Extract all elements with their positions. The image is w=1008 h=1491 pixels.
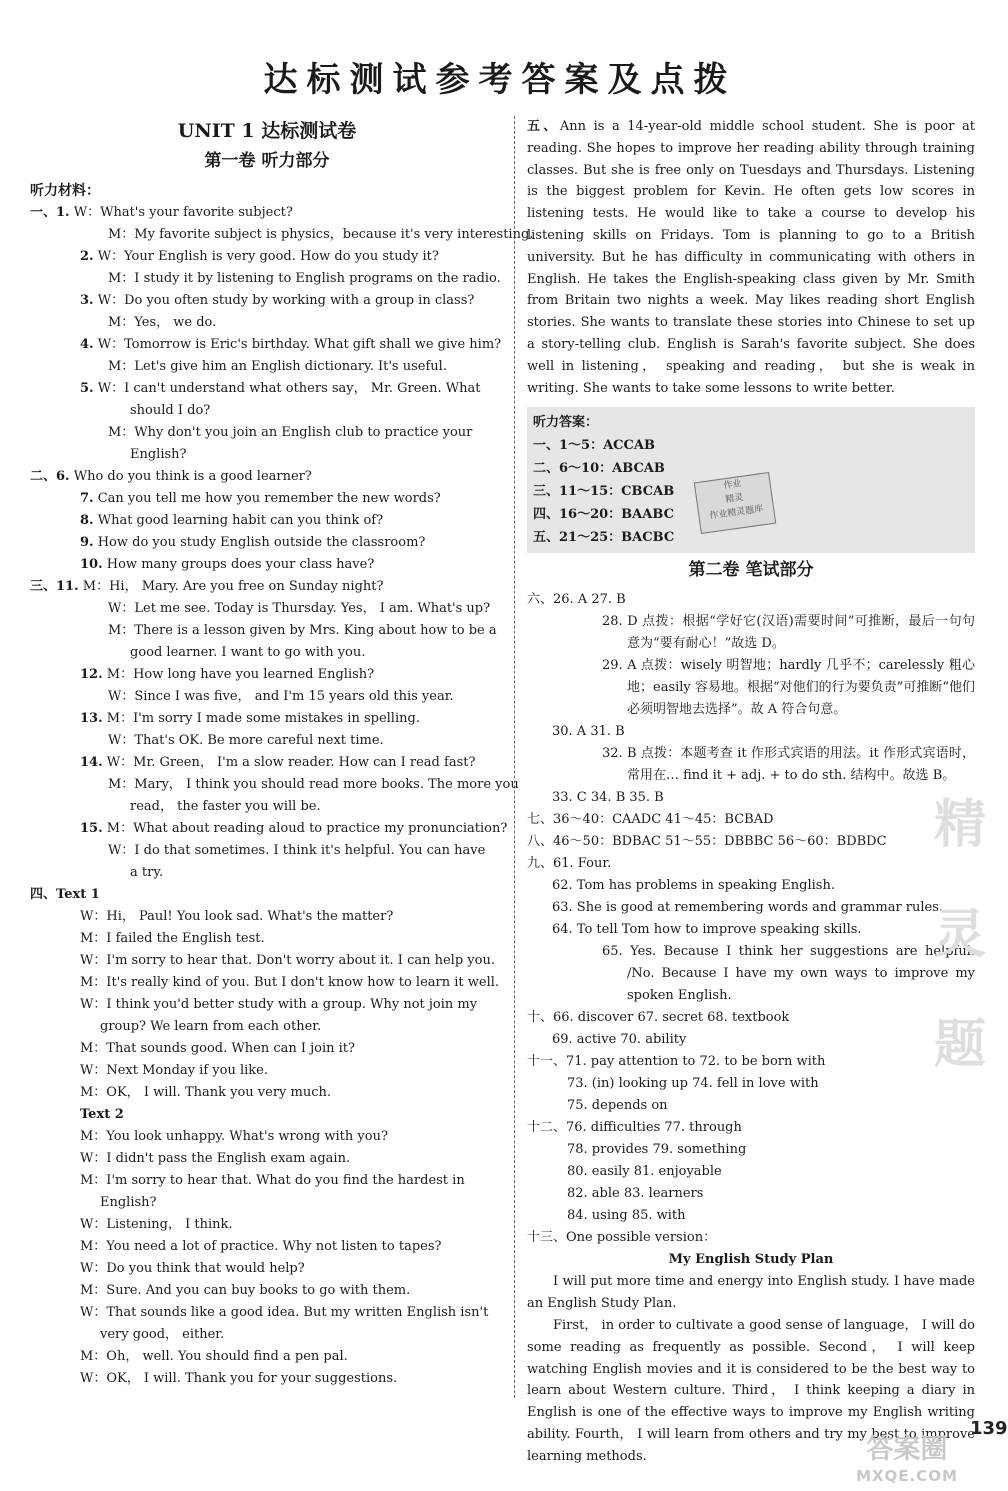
dialogue-line: group? We learn from each other. [100,1019,322,1034]
listening-answer-heading: 听力答案： [533,415,599,431]
answer-row: 30. A 31. B [552,724,625,740]
answer-row: 六、26. A 27. B [527,592,626,608]
answer-row: 78. provides 79. something [567,1142,747,1158]
side-logo-watermark: 精 灵 题 [933,794,986,1075]
dialogue-line: good learner. I want to go with you. [130,645,366,660]
dialogue-line: M：Mary， I think you should read more books. The more you [108,777,519,792]
materials-heading: 听力材料： [30,183,100,199]
dialogue-line: M：Yes， we do. [108,315,217,330]
answer-row: 十、66. discover 67. secret 68. textbook [527,1010,790,1026]
answer-row: 十一、71. pay attention to 72. to be born with [527,1054,826,1070]
section5-passage: 五、Ann is a 14-year-old middle school student. She is poor at reading. She hopes to improve her reading ability through training classes. But she is free only on Tuesdays and Thursdays. Listening is the biggest problem for Kevin. He often gets low scores in listening tests. He would like to take a course to develop his listening skills on Fridays. Tom is planning to go to a British university. But he has difficulty in communicating with others in English. He takes the English-speaking class given by Mr. Smith from Britain two nights a week. May likes reading short English stories. She wants to translate these stories into Chinese to set up a story-telling club. English is Sarah's favorite subject. She does well in listening， speaking and reading， but she is weak in writing. She wants to take some lessons to write better. [527,119,975,396]
answer-row: 62. Tom has problems in speaking English. [552,878,835,894]
dialogue-line: M：There is a lesson given by Mrs. King about how to be a [108,623,497,638]
dialogue-line: W：That's OK. Be more careful next time. [108,733,384,748]
answer-row: 82. able 83. learners [567,1186,704,1202]
dialogue-line: W：Since I was five， and I'm 15 years old this year. [108,689,454,704]
answer-row: 十三、One possible version： [527,1230,717,1246]
text1-heading: 四、Text 1 [30,887,100,902]
dialogue-line: W：Let me see. Today is Thursday. Yes， I am. What's up? [108,601,491,616]
dialogue-line: W：That sounds like a good idea. But my written English isn't [80,1305,489,1320]
dialogue-line: 三、11. M：Hi， Mary. Are you free on Sunday night? [30,579,384,594]
answer-row: 63. She is good at remembering words and grammar rules. [552,900,944,916]
text2-heading: Text 2 [80,1107,124,1122]
question-line: 10. How many groups does your class have? [80,557,375,572]
dialogue-line: M：Why don't you join an English club to practice your [108,425,473,440]
question-line: 二、6. Who do you think is a good learner? [30,469,312,484]
part1-title: 第一卷 听力部分 [204,151,330,171]
dialogue-line: 一、1. W：What's your favorite subject? [30,205,293,220]
listening-answer-box [527,407,975,553]
dialogue-line: M：You need a lot of practice. Why not listen to tapes? [80,1239,442,1254]
dialogue-line: English? [130,447,187,462]
answer-row: 64. To tell Tom how to improve speaking skills. [552,922,862,938]
dialogue-line: 14. W：Mr. Green， I'm a slow reader. How can I read fast? [80,755,476,770]
dialogue-line: M：That sounds good. When can I join it? [80,1041,355,1056]
site-watermark: 答案圈 MXQE.COM [856,1434,958,1485]
answer-row: 九、61. Four. [527,856,612,872]
answer-row: 一、1～5：ACCAB [533,438,655,454]
dialogue-line: M：Let's give him an English dictionary. It's useful. [108,359,447,374]
answer-row: 29. A 点拨：wisely 明智地；hardly 几乎不；carelessly 粗心地；easily 容易地。根据“对他们的行为要负责”可推断“他们必须明智地去选择”。故 A 符合句意。 [602,658,975,718]
dialogue-line: W：I didn't pass the English exam again. [80,1151,351,1166]
answer-row: 五、21～25：BACBC [533,530,675,546]
dialogue-line: 13. M：I'm sorry I made some mistakes in spelling. [80,711,420,726]
left-column [30,116,534,1390]
answer-row: 75. depends on [567,1098,668,1114]
unit-title: UNIT 1 达标测试卷 [177,120,357,142]
dialogue-line: 4. W：Tomorrow is Eric's birthday. What gift shall we give him? [80,337,502,352]
page-title: 达标测试参考答案及点拨 [263,60,737,100]
question-line: 9. How do you study English outside the classroom? [80,535,426,550]
answer-row: 七、36～40：CAADC 41～45：BCBAD [527,812,774,828]
dialogue-line: very good， either. [100,1327,225,1342]
answer-row: 三、11～15：CBCAB [533,484,675,500]
dialogue-line: W：Do you think that would help? [80,1261,305,1276]
dialogue-line: M：Oh， well. You should find a pen pal. [80,1349,348,1364]
answer-row: 65. Yes. Because I think her suggestions are helpful. /No. Because I have my own ways to improve my spoken English. [602,944,975,1004]
answer-row: 73. (in) looking up 74. fell in love with [567,1076,819,1092]
dialogue-line: M：I study it by listening to English programs on the radio. [108,271,501,286]
dialogue-line: 12. M：How long have you learned English? [80,667,375,682]
dialogue-line: 5. W：I can't understand what others say， Mr. Green. What [80,381,481,396]
dialogue-line: W：I'm sorry to hear that. Don't worry about it. I can help you. [80,953,495,968]
dialogue-line: M：I'm sorry to hear that. What do you find the hardest in [80,1173,465,1188]
dialogue-line: M：You look unhappy. What's wrong with you? [80,1129,388,1144]
dialogue-line: W：I think you'd better study with a group. Why not join my [80,997,478,1012]
essay-paragraph: First， in order to cultivate a good sense of language， I will do some reading as frequently as possible. Second， I will keep watching English movies and it is considered to be the best way to learn about Western culture. Third， I think keeping a diary in English is one of the effective ways to improve my English writing ability. Fourth， I will learn from others and try my best to improve learning methods. [527,1317,975,1464]
dialogue-line: read， the faster you will be. [130,799,321,814]
dialogue-line: 15. M：What about reading aloud to practice my pronunciation? [80,821,508,836]
right-column [527,116,975,1468]
dialogue-line: a try. [130,865,164,880]
answer-row: 四、16～20：BAABC [533,507,674,523]
dialogue-line: 2. W：Your English is very good. How do you study it? [80,249,439,264]
answer-row: 28. D 点拨：根据“学好它(汉语)需要时间”可推断，最后一句句意为“要有耐心！”故选 D。 [602,614,975,652]
question-line: 8. What good learning habit can you think of? [80,513,384,528]
question-line: 7. Can you tell me how you remember the new words? [80,491,441,506]
dialogue-line: M：I failed the English test. [80,931,265,946]
answer-row: 八、46～50：BDBAC 51～55：DBBBC 56～60：BDBDC [527,834,887,850]
essay-title: My English Study Plan [668,1252,834,1268]
dialogue-line: should I do? [130,403,211,418]
dialogue-line: M：It's really kind of you. But I don't know how to learn it well. [80,975,500,990]
dialogue-line: 3. W：Do you often study by working with a group in class? [80,293,475,308]
dialogue-line: W：I do that sometimes. I think it's helpful. You can have [108,843,486,858]
dialogue-line: W：Hi， Paul! You look sad. What's the matter? [80,909,394,924]
dialogue-line: English? [100,1195,157,1210]
dialogue-line: W：Next Monday if you like. [80,1063,268,1078]
column-divider [514,116,515,1398]
answer-row: 33. C 34. B 35. B [552,790,664,806]
part2-title: 第二卷 笔试部分 [688,560,814,581]
dialogue-line: W：OK， I will. Thank you for your suggestions. [80,1371,398,1386]
answer-row: 69. active 70. ability [552,1032,687,1048]
dialogue-line: M：My favorite subject is physics，because it's very interesting. [108,227,534,242]
answer-row: 84. using 85. with [567,1208,686,1224]
dialogue-line: W：Listening， I think. [80,1217,233,1232]
answer-row: 32. B 点拨：本题考查 it 作形式宾语的用法。it 作形式宾语时，常用在… find it + adj. + to do sth. 结构中。故选 B。 [602,746,975,784]
answer-row: 二、6～10：ABCAB [533,461,665,477]
answer-row: 十二、76. difficulties 77. through [527,1120,742,1136]
dialogue-line: M：Sure. And you can buy books to go with them. [80,1283,411,1298]
publisher-stamp-icon: 作业 精灵 作业精灵题库 [694,472,776,534]
answer-row: 80. easily 81. enjoyable [567,1164,722,1180]
page-number: 139 [970,1418,1008,1439]
essay-paragraph: I will put more time and energy into English study. I have made an English Study Plan. [527,1274,975,1312]
dialogue-line: M：OK， I will. Thank you very much. [80,1085,332,1100]
